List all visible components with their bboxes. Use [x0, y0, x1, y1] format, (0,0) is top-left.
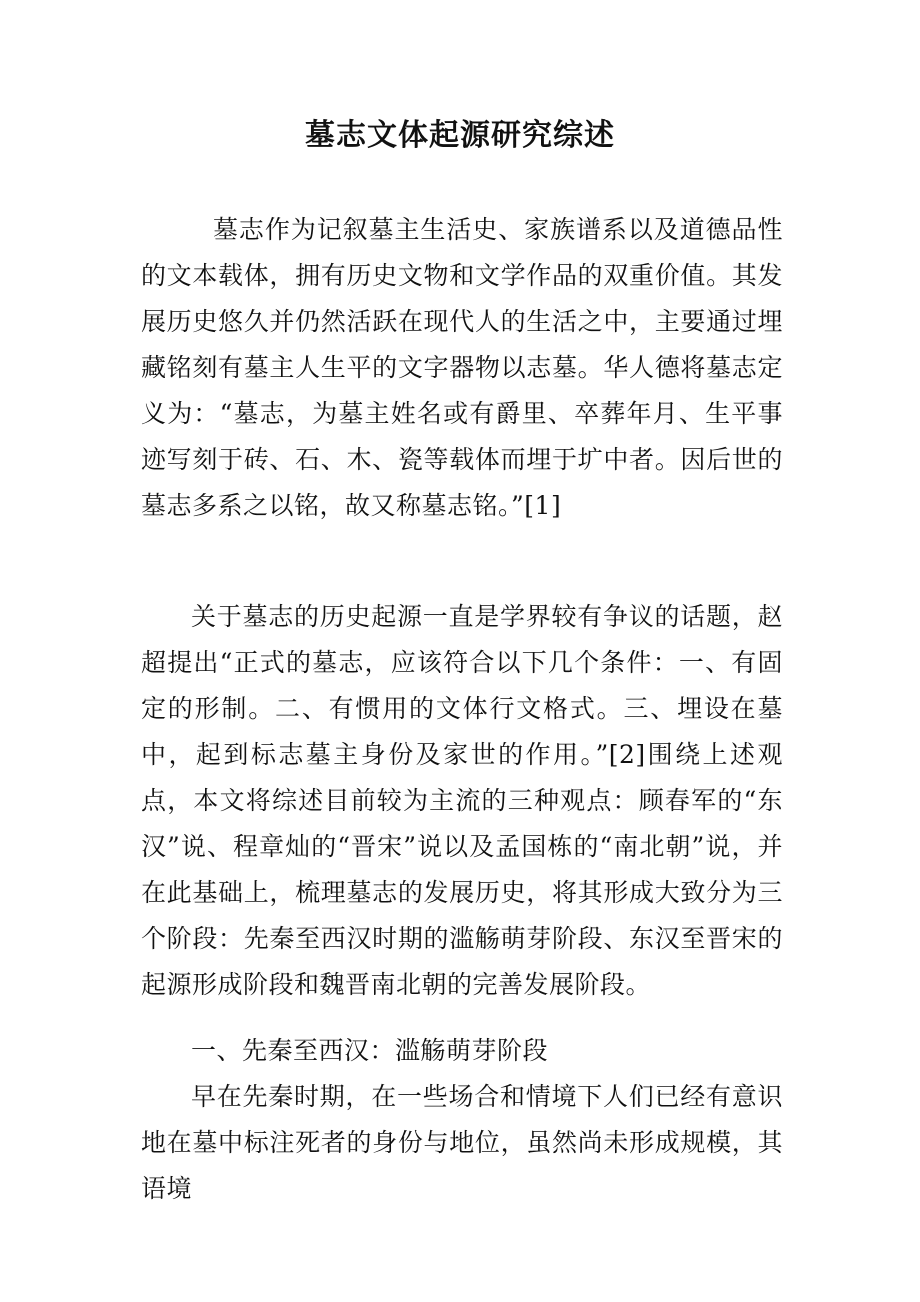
document-title: 墓志文体起源研究综述 — [305, 118, 615, 153]
section-heading: 一、先秦至西汉：滥觞萌芽阶段 — [191, 1036, 549, 1065]
intro-paragraph: 墓志作为记叙墓主生活史、家族谱系以及道德品性的文本载体，拥有历史文物和文学作品的双重价值。其发展历史悠久并仍然活跃在现代人的生活之中，主要通过埋藏铭刻有墓主人生平的文字器物以志墓。华人德将墓志定义为：“墓志，为墓主姓名或有爵里、卒葬年月、生平事迹写刻于砖、石、木、瓷等载体而埋于圹中者。因后世的墓志多系之以铭，故又称墓志铭。”[1] — [141, 215, 783, 520]
section-paragraph: 早在先秦时期，在一些场合和情境下人们已经有意识地在墓中标注死者的身份与地位，虽然尚未形成规模，其语境 — [141, 1082, 783, 1203]
origin-debate-paragraph: 关于墓志的历史起源一直是学界较有争议的话题，赵超提出“正式的墓志，应该符合以下几个条件：一、有固定的形制。二、有惯用的文体行文格式。三、埋设在墓中，起到标志墓主身份及家世的作用。”[2]围绕上述观点，本文将综述目前较为主流的三种观点：顾春军的“东汉”说、程章灿的“晋宋”说以及孟国栋的“南北朝”说，并在此基础上，梳理墓志的发展历史，将其形成大致分为三个阶段：先秦至西汉时期的滥觞萌芽阶段、东汉至晋宋的起源形成阶段和魏晋南北朝的完善发展阶段。 — [141, 602, 783, 999]
